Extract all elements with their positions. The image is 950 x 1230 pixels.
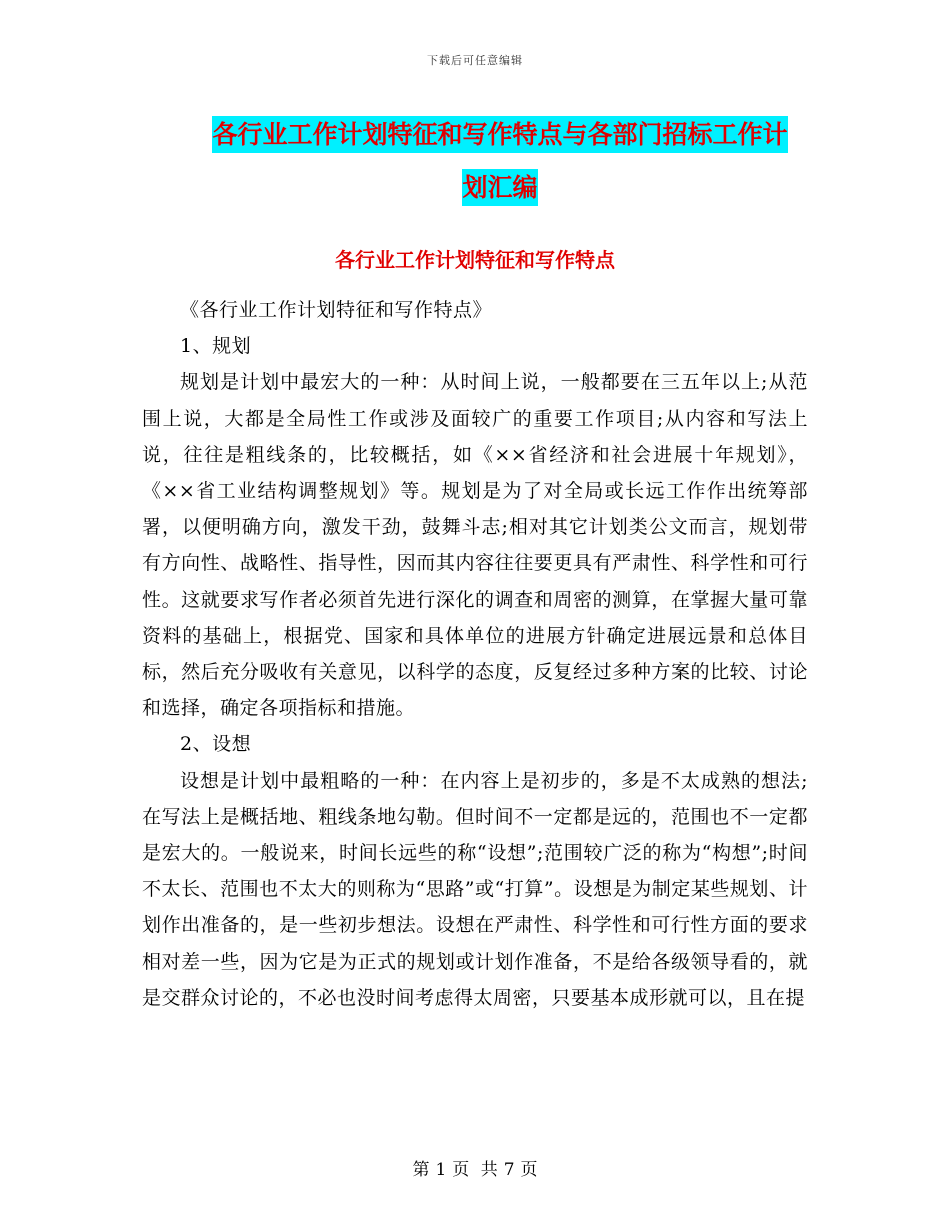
paragraph-concept: 设想是计划中最粗略的一种：在内容上是初步的，多是不太成熟的想法;在写法上是概括地、粗线条地勾勒。但时间不一定都是远的，范围也不一定都是宏大的。一般说来，时间长远些的称“设想”;范围较广泛的称为“构想”;时间不太长、范围也不太大的则称为“思路”或“打算”。设想是为制定某些规划、计划作出准备的，是一些初步想法。设想在严肃性、科学性和可行性方面的要求相对差一些，因为它是为正式的规划或计划作准备，不是给各级领导看的，就是交群众讨论的，不必也没时间考虑得太周密，只要基本成形就可以，且在提 <box>142 769 808 1009</box>
paragraph-planning: 规划是计划中最宏大的一种：从时间上说，一般都要在三五年以上;从范围上说，大都是全局性工作或涉及面较广的重要工作项目;从内容和写法上说，往往是粗线条的，比较概括，如《××省经济和社会进展十年规划》，《××省工业结构调整规划》等。规划是为了对全局或长远工作作出统筹部署，以便明确方向，激发干劲，鼓舞斗志;相对其它计划类公文而言，规划带有方向性、战略性、指导性，因而其内容往往要更具有严肃性、科学性和可行性。这就要求写作者必须首先进行深化的调查和周密的测算，在掌握大量可靠资料的基础上，根据党、国家和具体单位的进展方针确定进展远景和总体目标，然后充分吸收有关意见，以科学的态度，反复经过多种方案的比较、讨论和选择，确定各项指标和措施。 <box>142 371 808 720</box>
header-note: 下载后可任意编辑 <box>427 54 523 67</box>
section-title: 各行业工作计划特征和写作特点 <box>335 248 615 272</box>
document-title-line1: 各行业工作计划特征和写作特点与各部门招标工作计 <box>212 116 787 153</box>
heading-planning: 1、规划 <box>180 335 252 358</box>
footer-mid: 页 共 <box>452 1160 498 1180</box>
page-number: 1 <box>435 1160 447 1180</box>
footer-suffix: 页 <box>520 1160 538 1180</box>
heading-concept: 2、设想 <box>180 733 252 756</box>
document-title-line2: 划汇编 <box>462 169 537 206</box>
page-total: 7 <box>503 1160 515 1180</box>
footer-prefix: 第 <box>412 1160 430 1180</box>
document-body <box>142 292 808 1016</box>
page-footer <box>0 1155 950 1180</box>
document-title <box>190 108 810 214</box>
paragraph-book-title: 《各行业工作计划特征和写作特点》 <box>180 299 493 321</box>
